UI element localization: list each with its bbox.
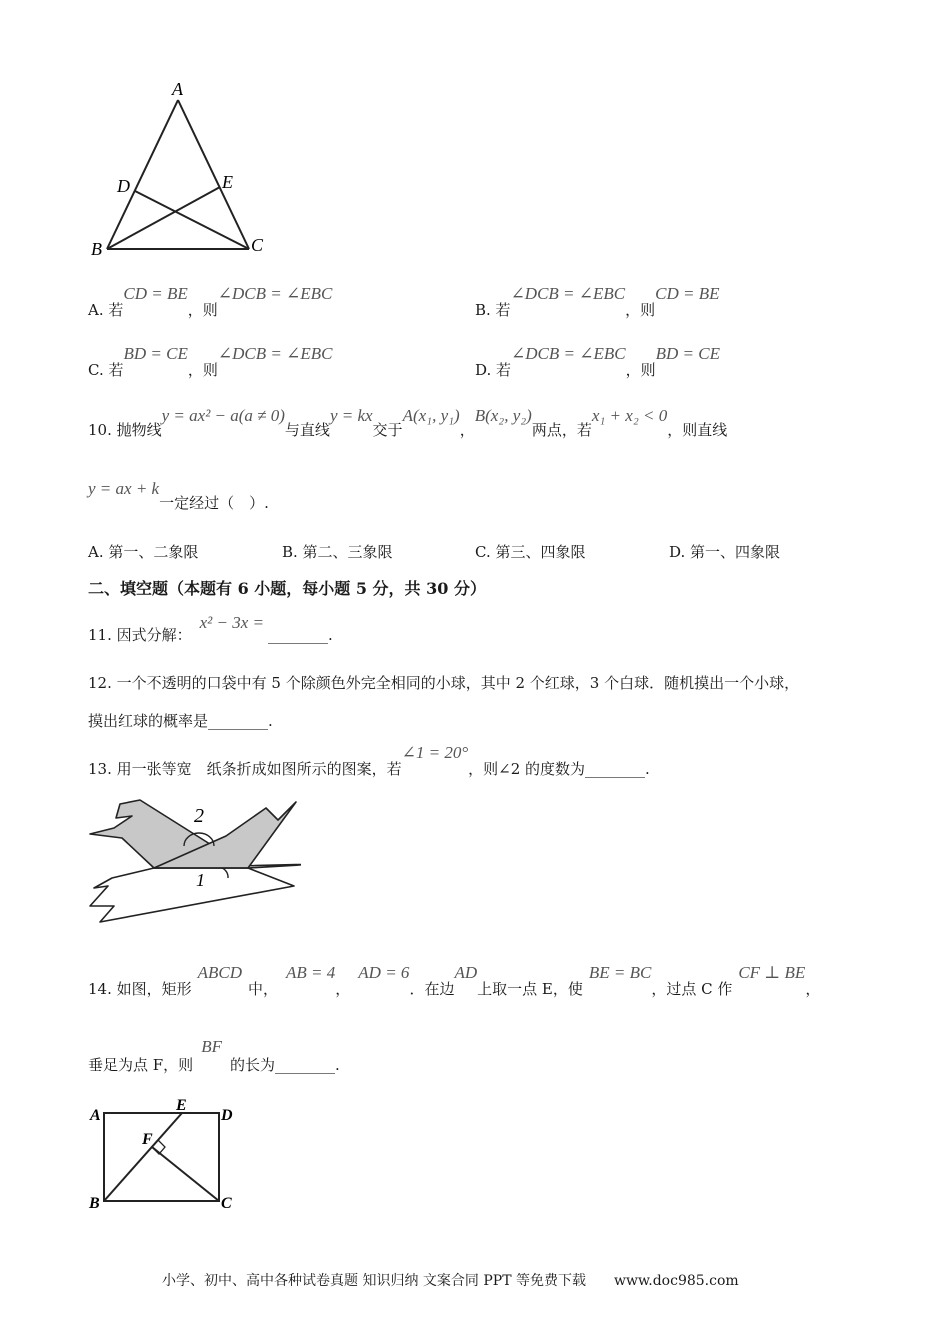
triangle-figure xyxy=(85,75,275,265)
question-12-line1: 12. 一个不透明的口袋中有 5 个除颜色外完全相同的小球，其中 2 个红球，3 个白球．随机摸出一个小球， xyxy=(88,674,800,692)
label-a: A xyxy=(172,79,183,99)
q10-option-a: A. 第一、二象限 xyxy=(88,543,199,561)
option-c: C. 若BD = CE，则∠DCB = ∠EBC xyxy=(88,344,333,379)
segment-eb xyxy=(107,187,220,249)
parabola-eq: y = ax² − a(a ≠ 0) xyxy=(161,406,285,425)
option-b: B. 若∠DCB = ∠EBC，则CD = BE xyxy=(475,284,720,319)
footer-text: 小学、初中、高中各种试卷真题 知识归纳 文案合同 PPT 等免费下载 www.doc985.com xyxy=(162,1273,739,1289)
question-10-line2: y = ax + k一定经过（ ）. xyxy=(88,479,269,512)
question-11: 11. 因式分解：x² − 3x =________. xyxy=(88,613,333,644)
label-b: B xyxy=(89,1195,100,1212)
question-14-line2: 垂足为点 F，则BF的长为________. xyxy=(88,1037,340,1074)
label-f: F xyxy=(142,1131,153,1148)
q10-option-b: B. 第二、三象限 xyxy=(282,543,393,561)
label-d: D xyxy=(117,176,130,196)
side-ab xyxy=(107,100,178,249)
question-13: 13. 用一张等宽 纸条折成如图所示的图案，若∠1 = 20°，则∠2 的度数为________. xyxy=(88,743,650,778)
side-ac xyxy=(178,100,249,249)
label-e: E xyxy=(176,1097,187,1114)
label-1: 1 xyxy=(196,870,205,890)
question-10: 10. 抛物线y = ax² − a(a ≠ 0)与直线y = kx交于A(x₁, y₁)，B(x₂, y₂)两点，若x₁ + x₂ < 0，则直线 xyxy=(88,406,728,439)
segment-cf xyxy=(152,1147,219,1201)
label-a: A xyxy=(90,1107,101,1124)
q10-option-c: C. 第三、四象限 xyxy=(475,543,586,561)
folded-strip-figure xyxy=(86,798,301,938)
question-14: 14. 如图，矩形ABCD中，AB = 4，AD = 6．在边AD上取一点 E，使BE = BC，过点 C 作CF ⊥ BE， xyxy=(88,963,821,998)
q10-option-d: D. 第一、四象限 xyxy=(669,543,781,561)
section-heading: 二、填空题（本题有 6 小题，每小题 5 分，共 30 分） xyxy=(88,579,486,598)
option-a: A. 若CD = BE，则∠DCB = ∠EBC xyxy=(88,284,333,319)
label-2: 2 xyxy=(194,805,204,827)
segment-dc xyxy=(135,191,249,249)
option-d: D. 若∠DCB = ∠EBC，则BD = CE xyxy=(475,344,720,379)
label-e: E xyxy=(222,172,233,192)
question-12-line2: 摸出红球的概率是________. xyxy=(88,712,273,730)
label-d: D xyxy=(221,1107,233,1124)
rectangle-figure xyxy=(86,1096,246,1214)
label-b: B xyxy=(91,239,102,259)
segment-be xyxy=(104,1113,182,1201)
label-c: C xyxy=(251,235,264,255)
label-c: C xyxy=(221,1195,232,1212)
